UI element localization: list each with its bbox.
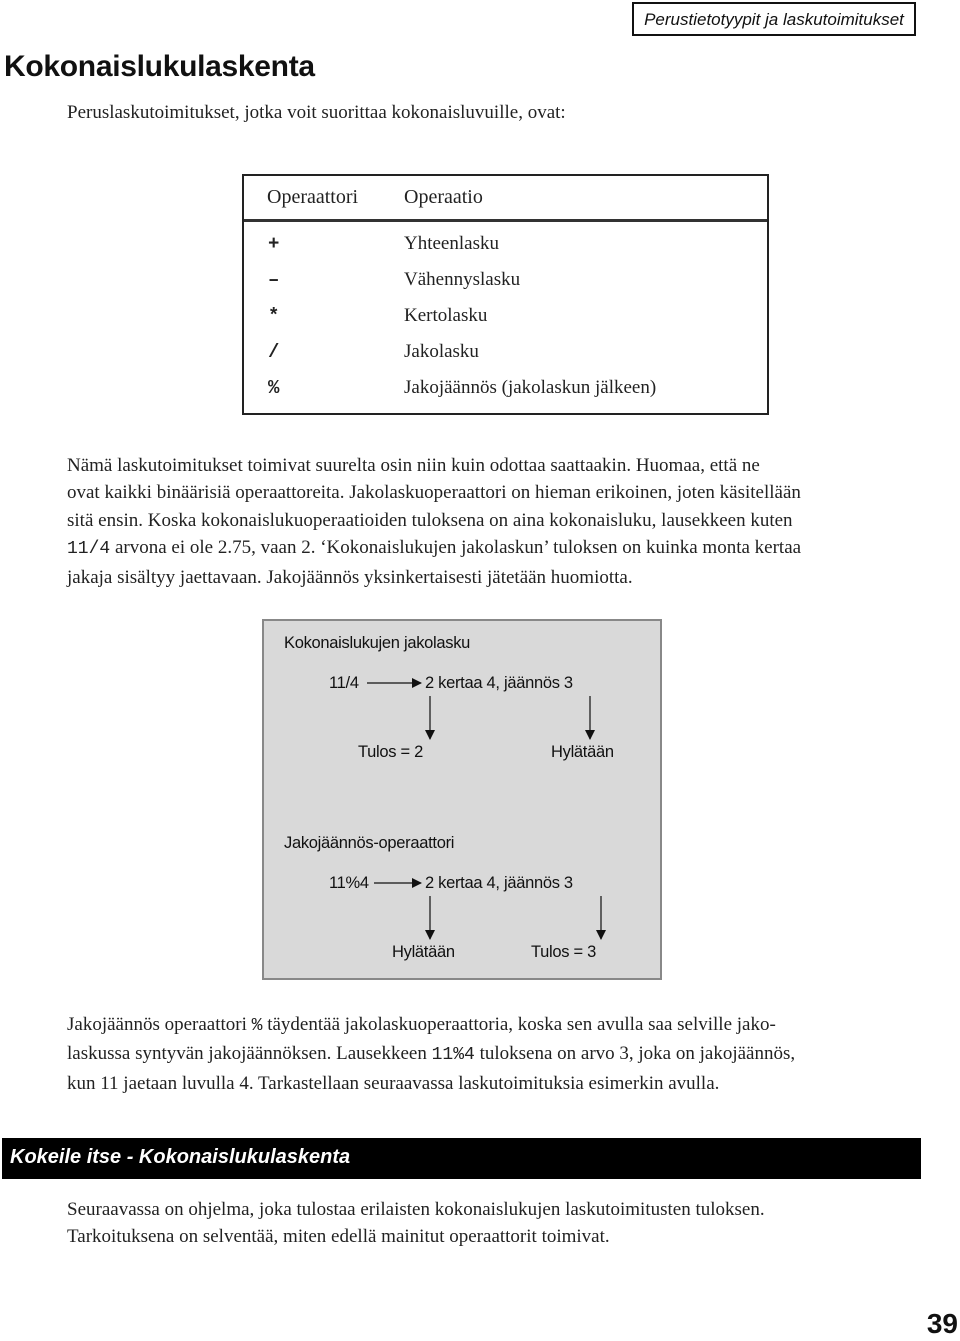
- operation-name: Jakojäännös (jakolaskun jälkeen): [404, 377, 657, 398]
- table-row: [244, 228, 767, 264]
- operation-name: Jakolasku: [404, 341, 479, 362]
- operator-table-header: [244, 176, 767, 222]
- modulo-discarded: Hylätään: [392, 943, 455, 961]
- table-row: [244, 372, 767, 408]
- section-header-bar: [2, 1138, 921, 1179]
- col-operator-header: Operaattori: [267, 186, 359, 208]
- operator-table: [242, 174, 769, 415]
- inline-code: 11/4: [67, 539, 111, 560]
- paragraph-line: sitä ensin. Koska kokonaislukuoperaatioiden tuloksena on aina kokonaisluku, lausekkeen kuten: [67, 509, 793, 531]
- table-row: [244, 300, 767, 336]
- operation-name: Kertolasku: [404, 305, 488, 326]
- inline-code: %: [251, 1016, 263, 1036]
- paragraph-text: tuloksena on arvo 3, joka on jakojäännös,: [474, 1043, 796, 1065]
- paragraph-line: Tarkoituksena on selventää, miten edellä mainitut operaattorit toimivat.: [67, 1226, 610, 1248]
- paragraph-program: [67, 1196, 907, 1251]
- col-operation-header: Operaatio: [404, 186, 483, 208]
- modulo-expression: 11%4: [329, 874, 369, 892]
- division-heading: Kokonaislukujen jakolasku: [284, 634, 471, 652]
- division-breakdown: 2 kertaa 4, jäännös 3: [425, 674, 573, 692]
- paragraph-text: laskussa syntyvän jakojäännöksen. Lausekkeen: [67, 1043, 432, 1065]
- operator-symbol: /: [268, 341, 280, 363]
- paragraph-line: Nämä laskutoimitukset toimivat suurelta osin niin kuin odottaa saattaakin. Huomaa, että ne: [67, 455, 760, 476]
- division-discarded: Hylätään: [551, 743, 614, 761]
- paragraph-text: Jakojäännös operaattori: [67, 1014, 252, 1035]
- paragraph-division: [67, 452, 907, 591]
- paragraph-line: jakaja sisältyy jaettavaan. Jakojäännös yksinkertaisesti jätetään huomiotta.: [67, 566, 633, 588]
- page-title: Kokonaislukulaskenta: [4, 50, 315, 83]
- paragraph-modulo: [67, 1011, 907, 1097]
- operation-name: Yhteenlasku: [404, 233, 499, 254]
- page-number: 39: [926, 1308, 958, 1339]
- modulo-result: Tulos = 3: [531, 943, 597, 961]
- intro-text: Peruslaskutoimitukset, jotka voit suorittaa kokonaisluvuille, ovat:: [67, 102, 566, 123]
- operator-symbol: *: [268, 305, 280, 327]
- paragraph-line: ovat kaikki binäärisiä operaattoreita. Jakolaskuoperaattori on hieman erikoinen, joten käsitellään: [67, 482, 801, 504]
- inline-code: 11%4: [431, 1045, 475, 1066]
- paragraph-line: kun 11 jaetaan luvulla 4. Tarkastellaan seuraavassa laskutoimituksia esimerkin avulla.: [67, 1072, 720, 1094]
- division-result: Tulos = 2: [358, 743, 424, 761]
- table-row: [244, 264, 767, 300]
- section-heading: Kokeile itse - Kokonaislukulaskenta: [10, 1146, 351, 1168]
- division-expression: 11/4: [329, 674, 359, 692]
- paragraph-text: arvona ei ole 2.75, vaan 2. ‘Kokonaislukujen jakolaskun’ tuloksen on kuinka monta kertaa: [110, 537, 802, 559]
- operation-name: Vähennyslasku: [404, 269, 521, 290]
- modulo-breakdown: 2 kertaa 4, jäännös 3: [425, 874, 573, 892]
- paragraph-line: [67, 1040, 907, 1069]
- operator-symbol: %: [268, 377, 280, 399]
- table-row: [244, 336, 767, 372]
- paragraph-line: [67, 534, 907, 563]
- division-diagram: [262, 619, 662, 980]
- operator-symbol: +: [268, 233, 280, 255]
- operator-symbol: –: [268, 269, 280, 291]
- paragraph-line: [67, 1011, 907, 1040]
- chapter-tag: Perustietotyypit ja laskutoimitukset: [632, 2, 916, 36]
- paragraph-text: täydentää jakolaskuoperaattoria, koska sen avulla saa selville jako-: [262, 1014, 776, 1035]
- modulo-heading: Jakojäännös-operaattori: [284, 834, 455, 852]
- paragraph-line: Seuraavassa on ohjelma, joka tulostaa erilaisten kokonaislukujen laskutoimitusten tuloksen.: [67, 1199, 765, 1220]
